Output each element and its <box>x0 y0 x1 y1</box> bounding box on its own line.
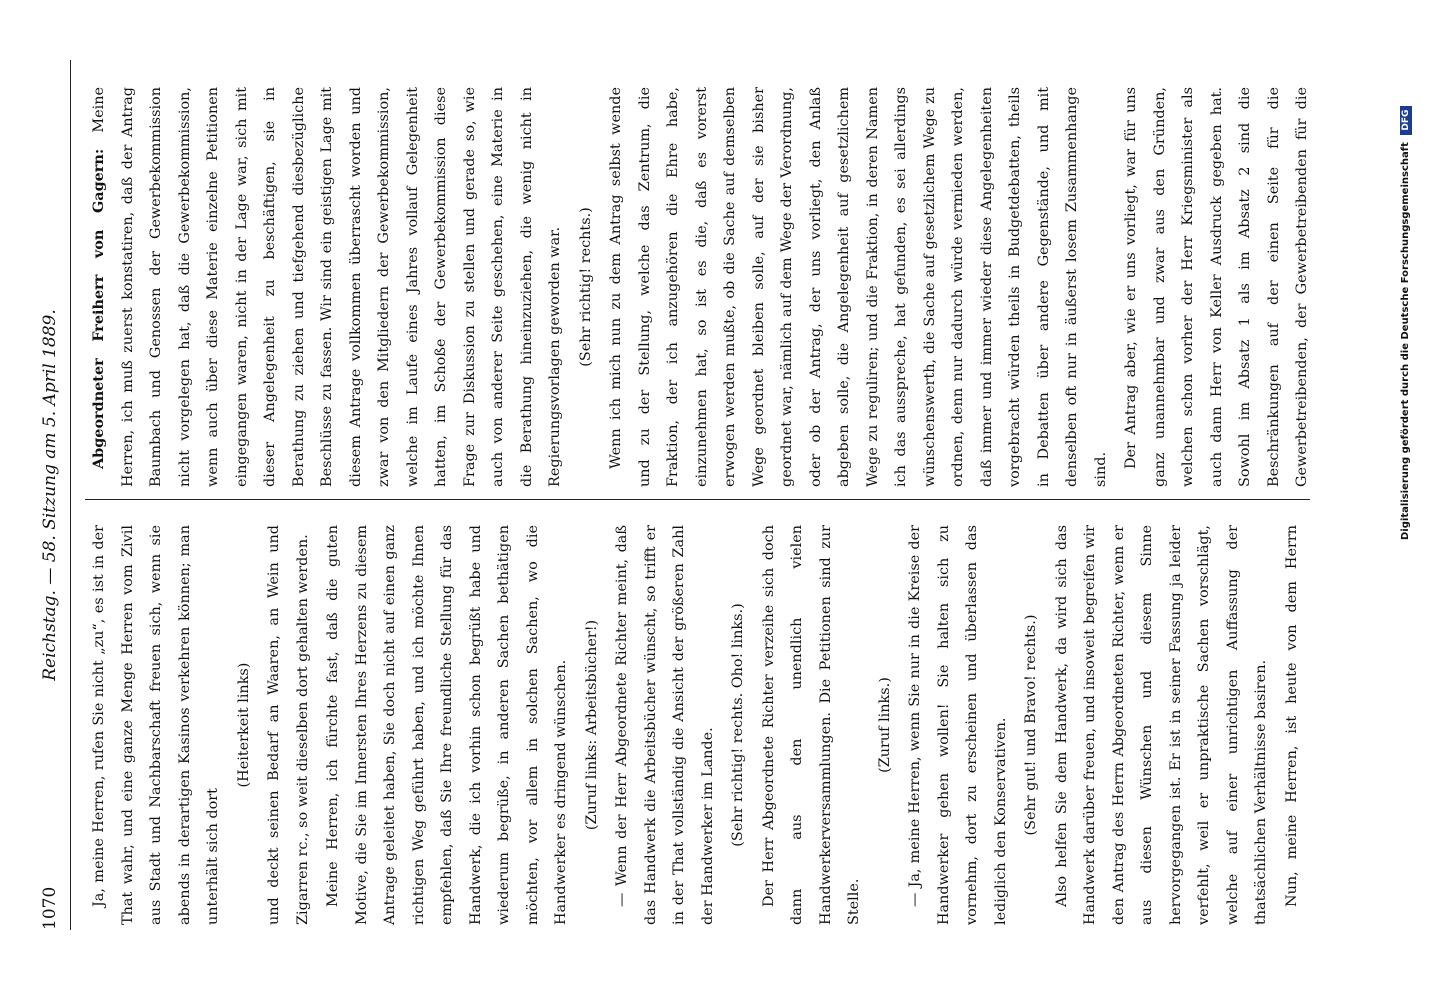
stage-direction: (Zuruf links: Arbeitsbücher!) <box>583 619 600 831</box>
paragraph: — Wenn der Herr Abgeordnete Richter meint, daß das Handwerk die Arbeitsbücher wünscht, so trifft er in der That vollständig die Ansicht der größeren Zahl der Handwerker im Lande. <box>614 525 716 925</box>
paragraph: — Ja, meine Herren, wenn Sie nur in die Kreise der Handwerker gehen wollen! Sie halten sich zu vornehm, dort zu erscheinen und überlassen das lediglich den Konservativen. <box>907 525 1009 925</box>
stage-direction: (Heiterkeit links) <box>235 662 252 788</box>
paragraph: Also helfen Sie dem Handwerk, da wird sich das Handwerk darüber freuen, und insoweit begreifen wir den Antrag des Herrn Abgeordneten Richter, wenn er aus diesen Wünschen und diesem Sinne hervorgegangen ist. Er ist in seiner Fassung ja leider verfehlt, weil er unpraktische Sachen vorschlägt, welche auf einer unrichtigen Auffassung der thatsächlichen Verhältnisse basiren. <box>1053 525 1269 925</box>
credit-text: Digitalisierung gefördert durch die Deutsche Forschungsgemeinschaft <box>1400 142 1411 540</box>
paragraph: Ja, meine Herren, rufen Sie nicht „zu“, es ist in der That wahr, und eine ganze Menge Herren vom Zivil aus Stadt und Nachbarschaft freuen sich, wenn sie abends in derartigen Kasinos verkehren können; man unterhält sich dort <box>91 525 221 925</box>
stage-direction: (Sehr richtig! rechts.) <box>577 207 594 367</box>
paragraph <box>85 87 570 487</box>
page-title: Reichstag. — 58. Sitzung am 5. April 1889. <box>40 309 60 681</box>
paragraph: Wenn ich mich nun zu dem Antrag selbst wende und zu der Stellung, welche das Zentrum, die Fraktion, der ich anzugehören die Ehre habe, einzunehmen hat, so ist es die, daß es vorerst erwogen werden mußte, ob die Sache auf demselben Wege geordnet bleiben solle, auf der sie bisher geordnet war, nämlich auf dem Wege der Verordnung, oder ob der Antrag, der uns vorliegt, den Anlaß abgeben solle, die Angelegenheit auf gesetzlichem Wege zu reguliren; und die Fraktion, in deren Namen ich das ausspreche, hat gefunden, es sei allerdings wünschenswerth, die Sache auf gesetzlichem Wege zu ordnen, denn nur dadurch würde vermieden werden, daß immer und immer wieder diese Angelegenheiten vorgebracht würden theils in Budgetdebatten, theils in Debatten über andere Gegenstände, und mit denselben oft nur in äußerst losem Zusammenhange sind. <box>608 87 1109 487</box>
paragraph: Nun, meine Herren, ist heute von dem Herrn <box>1283 525 1300 907</box>
speaker-name: Abgeordneter Freiherr von Gagern: <box>90 148 107 469</box>
digitization-credit <box>1400 0 1412 540</box>
paragraph: Der Antrag aber, wie er uns vorliegt, war für uns ganz unannehmbar und zwar aus den Gründen, welchen schon vorher der Herr Kriegsminister als auch dann Herr von Keller Ausdruck gegeben hat. Sowohl im Absatz 1 als im Absatz 2 sind die Beschränkungen auf der einen Seite für die Gewerbetreibenden, der Gewerbetreibenden für die <box>1123 87 1310 487</box>
stage-direction: (Sehr richtig! rechts. Oho! links.) <box>730 603 746 847</box>
paragraph: und deckt seinen Bedarf an Waaren, an Wein und Zigarren rc., so weit dieselben dort gehalten werden. <box>266 525 311 925</box>
text-column-left <box>85 525 1310 925</box>
paragraph: Der Herr Abgeordnete Richter verzeihe sich doch dann aus den unendlich vielen Handwerkerversammlungen. Die Petitionen sind zur Stelle. <box>760 525 862 925</box>
speech-text: Meine Herren, ich muß zuerst konstatiren, daß der Antrag Baumbach und Genossen der Gewerbekommission nicht vorgelegen hat, daß die Gewerbekommission, wenn auch über diese Materie einzelne Petitionen eingegangen waren, nicht in der Lage war, sich mit dieser Angelegenheit zu beschäftigen, sie in Berathung zu ziehen und tiefgehend diesbezügliche Beschlüsse zu fassen. Wir sind ein geistigen Lage mit diesem Antrage vollkommen überrascht worden und zwar von den Mitgliedern der Gewerbekommission, welche im Laufe eines Jahres vollauf Gelegenheit hatten, im Schoße der Gewerbekommission diese Frage zur Diskussion zu stellen und gerade so, wie auch von anderer Seite geschehen, eine Materie in die Berathung hineinzuziehen, die wenig nicht in Regierungsvorlagen geworden war. <box>91 87 563 487</box>
stage-direction: (Sehr gut! und Bravo! rechts.) <box>1023 614 1039 836</box>
page-header <box>30 60 71 930</box>
paragraph: Meine Herren, ich fürchte fast, daß die guten Motive, die Sie im Innersten Ihres Herzens zu diesem Antrage geleitet haben, Sie doch nicht auf einen ganz richtigen Weg geführt haben, und ich möchte Ihnen empfehlen, daß Sie Ihre freundliche Stellung für das Handwerk, die ich vorhin schon begrüßt habe und wiederum begrüße, in anderen Sachen bethätigen möchten, vor allem in solchen Sachen, wo die Handwerker es dringend wünschen. <box>325 525 569 925</box>
stage-direction: (Zuruf links.) <box>876 677 893 773</box>
dfg-logo: DFG <box>1400 106 1412 135</box>
text-column-right <box>85 87 1310 500</box>
page-number: 1070 <box>40 886 60 930</box>
